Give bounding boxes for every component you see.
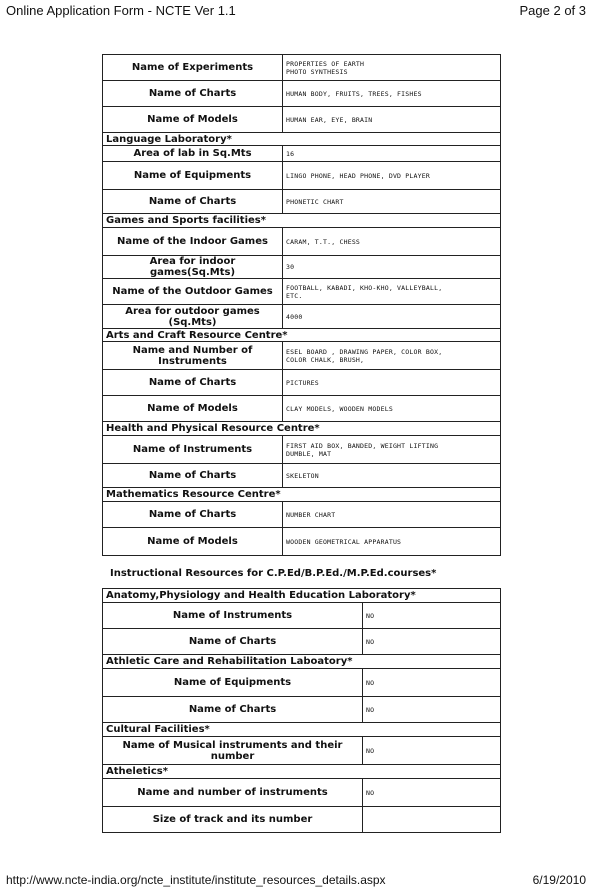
field-label: Name of Charts — [103, 629, 363, 655]
field-label: Name of Equipments — [103, 162, 283, 190]
section-heading: Anatomy,Physiology and Health Education Laboratory* — [103, 589, 501, 603]
field-value: SKELETON — [283, 464, 501, 488]
section-heading: Health and Physical Resource Centre* — [103, 422, 501, 436]
field-label: Name of Models — [103, 107, 283, 133]
table-row — [103, 436, 501, 464]
section-heading: Mathematics Resource Centre* — [103, 488, 501, 502]
field-label: Name of Charts — [103, 464, 283, 488]
field-label: Name and Number of Instruments — [103, 342, 283, 370]
table-row — [103, 464, 501, 488]
field-value: ESEL BOARD , DRAWING PAPER, COLOR BOX, COLOR CHALK, BRUSH, — [283, 342, 501, 370]
field-value: NO — [363, 779, 501, 807]
field-value: HUMAN EAR, EYE, BRAIN — [283, 107, 501, 133]
field-value: PROPERTIES OF EARTH PHOTO SYNTHESIS — [283, 55, 501, 81]
table-row — [103, 55, 501, 81]
header-title: Online Application Form - NCTE Ver 1.1 — [6, 3, 236, 18]
table-row — [103, 107, 501, 133]
instructional-resources-heading: Instructional Resources for C.P.Ed/B.P.Ed./M.P.Ed.courses* — [110, 568, 437, 579]
table-row — [103, 279, 501, 305]
field-value: FIRST AID BOX, BANDED, WEIGHT LIFTING DUMBLE, MAT — [283, 436, 501, 464]
field-label: Name of Experiments — [103, 55, 283, 81]
section-heading: Language Laboratory* — [103, 133, 501, 146]
field-value: FOOTBALL, KABADI, KHO-KHO, VALLEYBALL, ETC. — [283, 279, 501, 305]
footer-date: 6/19/2010 — [532, 873, 586, 887]
table-row — [103, 629, 501, 655]
field-label: Name of Instruments — [103, 603, 363, 629]
field-label: Name of Models — [103, 396, 283, 422]
page-number: Page 2 of 3 — [519, 3, 586, 18]
table-row — [103, 528, 501, 556]
field-value: WOODEN GEOMETRICAL APPARATUS — [283, 528, 501, 556]
field-value: HUMAN BODY, FRUITS, TREES, FISHES — [283, 81, 501, 107]
field-label: Area for indoor games(Sq.Mts) — [103, 256, 283, 279]
field-value: 30 — [283, 256, 501, 279]
field-label: Name of Charts — [103, 81, 283, 107]
field-value: 4000 — [283, 305, 501, 329]
table-row — [103, 502, 501, 528]
section-row — [103, 329, 501, 342]
field-label: Name of Instruments — [103, 436, 283, 464]
instructional-resources-table — [102, 588, 501, 833]
table-row — [103, 81, 501, 107]
field-label: Name of Charts — [103, 502, 283, 528]
table-row — [103, 190, 501, 214]
field-value: LINGO PHONE, HEAD PHONE, DVD PLAYER — [283, 162, 501, 190]
table-row — [103, 370, 501, 396]
section-row — [103, 422, 501, 436]
table-row — [103, 228, 501, 256]
table-row — [103, 779, 501, 807]
field-label: Name of Charts — [103, 370, 283, 396]
section-row — [103, 133, 501, 146]
table-row — [103, 396, 501, 422]
section-heading: Cultural Facilities* — [103, 723, 501, 737]
field-label: Name of Models — [103, 528, 283, 556]
table-row — [103, 146, 501, 162]
field-value: NO — [363, 603, 501, 629]
table-row — [103, 737, 501, 765]
section-row — [103, 589, 501, 603]
field-label: Size of track and its number — [103, 807, 363, 833]
table-row — [103, 669, 501, 697]
table-row — [103, 342, 501, 370]
table-row — [103, 697, 501, 723]
field-label: Name of Charts — [103, 190, 283, 214]
field-label: Name of the Indoor Games — [103, 228, 283, 256]
section-row — [103, 765, 501, 779]
field-label: Area of lab in Sq.Mts — [103, 146, 283, 162]
section-heading: Arts and Craft Resource Centre* — [103, 329, 501, 342]
field-label: Name of Equipments — [103, 669, 363, 697]
field-value: CLAY MODELS, WOODEN MODELS — [283, 396, 501, 422]
field-value: 16 — [283, 146, 501, 162]
field-value: PICTURES — [283, 370, 501, 396]
section-row — [103, 214, 501, 228]
section-row — [103, 723, 501, 737]
table-row — [103, 807, 501, 833]
field-value: NO — [363, 669, 501, 697]
section-heading: Games and Sports facilities* — [103, 214, 501, 228]
field-value: NO — [363, 629, 501, 655]
section-row — [103, 655, 501, 669]
field-value: PHONETIC CHART — [283, 190, 501, 214]
table-row — [103, 305, 501, 329]
field-value: NUMBER CHART — [283, 502, 501, 528]
table-row — [103, 256, 501, 279]
field-label: Name and number of instruments — [103, 779, 363, 807]
field-label: Area for outdoor games (Sq.Mts) — [103, 305, 283, 329]
field-value: NO — [363, 737, 501, 765]
field-value: NO — [363, 697, 501, 723]
section-heading: Athletic Care and Rehabilitation Laboatory* — [103, 655, 501, 669]
resources-table — [102, 54, 501, 556]
field-label: Name of Musical instruments and their number — [103, 737, 363, 765]
table-row — [103, 603, 501, 629]
field-value: CARAM, T.T., CHESS — [283, 228, 501, 256]
field-value — [363, 807, 501, 833]
field-label: Name of Charts — [103, 697, 363, 723]
table-row — [103, 162, 501, 190]
section-heading: Atheletics* — [103, 765, 501, 779]
section-row — [103, 488, 501, 502]
field-label: Name of the Outdoor Games — [103, 279, 283, 305]
footer-url: http://www.ncte-india.org/ncte_institute/institute_resources_details.aspx — [6, 873, 386, 887]
